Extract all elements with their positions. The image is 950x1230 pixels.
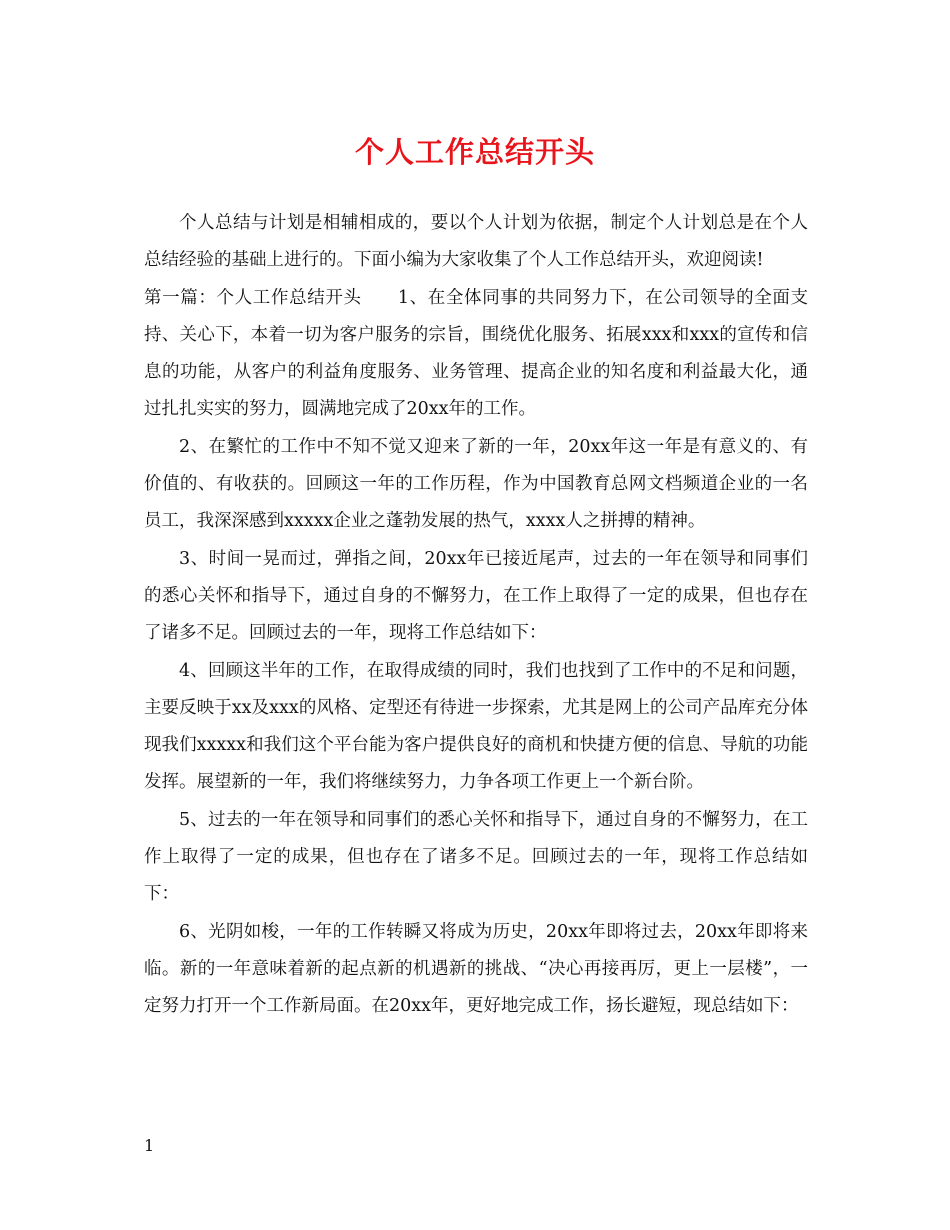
paragraph-6: 6、光阴如梭，一年的工作转瞬又将成为历史，20xx年即将过去，20xx年即将来临。新的一年意味着新的起点新的机遇新的挑战、“决心再接再厉，更上一层楼”，一定努力打开一个工作新局面。在20xx年，更好地完成工作，扬长避短，现总结如下： bbox=[144, 921, 808, 1017]
paragraph-5: 5、过去的一年在领导和同事们的悉心关怀和指导下，通过自身的不懈努力，在工作上取得了一定的成果，但也存在了诸多不足。回顾过去的一年，现将工作总结如下： bbox=[144, 809, 808, 905]
paragraph-2: 2、在繁忙的工作中不知不觉又迎来了新的一年，20xx年这一年是有意义的、有价值的、有收获的。回顾这一年的工作历程，作为中国教育总网文档频道企业的一名员工，我深深感到xxxxx企业之蓬勃发展的热气，xxxx人之拼搏的精神。 bbox=[144, 436, 808, 532]
document-body bbox=[144, 205, 808, 1026]
document-title: 个人工作总结开头 bbox=[354, 135, 595, 169]
page-number: 1 bbox=[144, 1136, 155, 1155]
intro-paragraph: 个人总结与计划是相辅相成的，要以个人计划为依据，制定个人计划总是在个人总结经验的基础上进行的。下面小编为大家收集了个人工作总结开头，欢迎阅读! bbox=[144, 213, 808, 271]
paragraph-3: 3、时间一晃而过，弹指之间，20xx年已接近尾声，过去的一年在领导和同事们的悉心关怀和指导下，通过自身的不懈努力，在工作上取得了一定的成果，但也存在了诸多不足。回顾过去的一年，现将工作总结如下： bbox=[144, 548, 808, 644]
paragraph-4: 4、回顾这半年的工作，在取得成绩的同时，我们也找到了工作中的不足和问题，主要反映于xx及xxx的风格、定型还有待进一步探索，尤其是网上的公司产品库充分体现我们xxxxx和我们这个平台能为客户提供良好的商机和快捷方便的信息、导航的功能发挥。展望新的一年，我们将继续努力，力争各项工作更上一个新台阶。 bbox=[144, 660, 808, 793]
first-section-paragraph: 第一篇：个人工作总结开头 1、在全体同事的共同努力下，在公司领导的全面支持、关心下，本着一切为客户服务的宗旨，围绕优化服务、拓展xxx和xxx的宣传和信息的功能，从客户的利益角度服务、业务管理、提高企业的知名度和利益最大化，通过扎扎实实的努力，圆满地完成了20xx年的工作。 bbox=[144, 287, 808, 420]
